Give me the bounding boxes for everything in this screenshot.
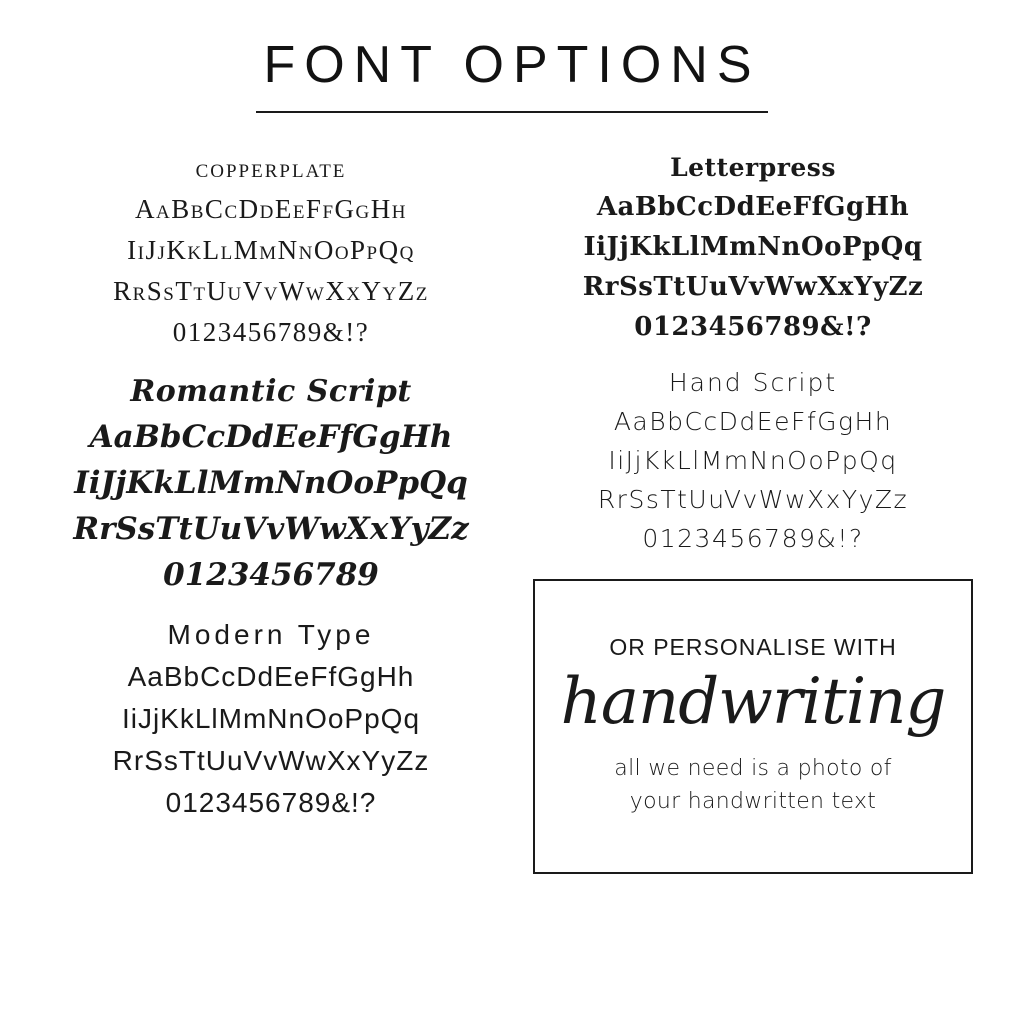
font-sample-hand-script bbox=[522, 368, 984, 553]
font-sample-letterpress bbox=[522, 153, 984, 342]
handwriting-subtext-line1: all we need is a photo of bbox=[614, 755, 892, 781]
font-line-uppercase-lowercase: IiJjKkLlMmNnOoPpQq bbox=[583, 231, 923, 262]
font-name-romantic-script: Romantic Script bbox=[130, 373, 412, 409]
font-line-uppercase-lowercase: IiJjKkLlMmNnOoPpQq bbox=[121, 702, 421, 734]
font-line-numerals: 0123456789&!? bbox=[172, 316, 370, 347]
font-line-uppercase-lowercase: RrSsTtUuVvWwXxYyZz bbox=[582, 271, 924, 302]
font-columns bbox=[40, 153, 984, 874]
font-line-numerals: 0123456789&!? bbox=[165, 786, 377, 818]
font-line-uppercase-lowercase: RrSsTtUuVvWwXxYyZz bbox=[597, 484, 909, 514]
font-line-uppercase-lowercase: IiJjKkLlMmNnOoPpQq bbox=[608, 445, 898, 475]
handwriting-word: handwriting bbox=[560, 665, 946, 740]
font-name-modern-type: Modern Type bbox=[167, 618, 375, 650]
font-name-copperplate: copperplate bbox=[195, 152, 347, 183]
font-line-uppercase-lowercase: RrSsTtUuVvWwXxYyZz bbox=[112, 744, 430, 776]
title-divider bbox=[256, 111, 768, 113]
font-sample-modern-type bbox=[40, 619, 502, 819]
font-name-hand-script: Hand Script bbox=[668, 367, 838, 397]
font-line-uppercase-lowercase: AaBbCcDdEeFfGgHh bbox=[135, 193, 407, 224]
page-title: FONT OPTIONS bbox=[263, 36, 761, 94]
personalise-handwriting-box bbox=[533, 579, 973, 874]
font-line-uppercase-lowercase: AaBbCcDdEeFfGgHh bbox=[127, 660, 415, 692]
font-line-uppercase-lowercase: AaBbCcDdEeFfGgHh bbox=[596, 191, 910, 222]
font-name-letterpress: Letterpress bbox=[670, 152, 836, 182]
font-sample-romantic-script bbox=[40, 374, 502, 593]
font-line-uppercase-lowercase: RrSsTtUuVvWwXxYyZz bbox=[113, 275, 429, 306]
handwriting-subtext-line2: your handwritten text bbox=[629, 788, 877, 814]
right-column bbox=[512, 153, 984, 874]
font-line-uppercase-lowercase: RrSsTtUuVvWwXxYyZz bbox=[73, 510, 469, 547]
font-line-numerals: 0123456789&!? bbox=[642, 523, 864, 553]
personalise-label: OR PERSONALISE WITH bbox=[609, 634, 897, 661]
font-line-numerals: 0123456789 bbox=[163, 556, 379, 593]
font-line-uppercase-lowercase: AaBbCcDdEeFfGgHh bbox=[613, 406, 893, 436]
font-sample-copperplate bbox=[40, 153, 502, 348]
font-line-uppercase-lowercase: AaBbCcDdEeFfGgHh bbox=[89, 418, 453, 455]
title-block bbox=[40, 38, 984, 113]
font-line-uppercase-lowercase: IiJjKkLlMmNnOoPpQq bbox=[74, 464, 468, 501]
font-line-uppercase-lowercase: IiJjKkLlMmNnOoPpQq bbox=[127, 234, 415, 265]
font-line-numerals: 0123456789&!? bbox=[634, 311, 872, 342]
left-column bbox=[40, 153, 512, 874]
